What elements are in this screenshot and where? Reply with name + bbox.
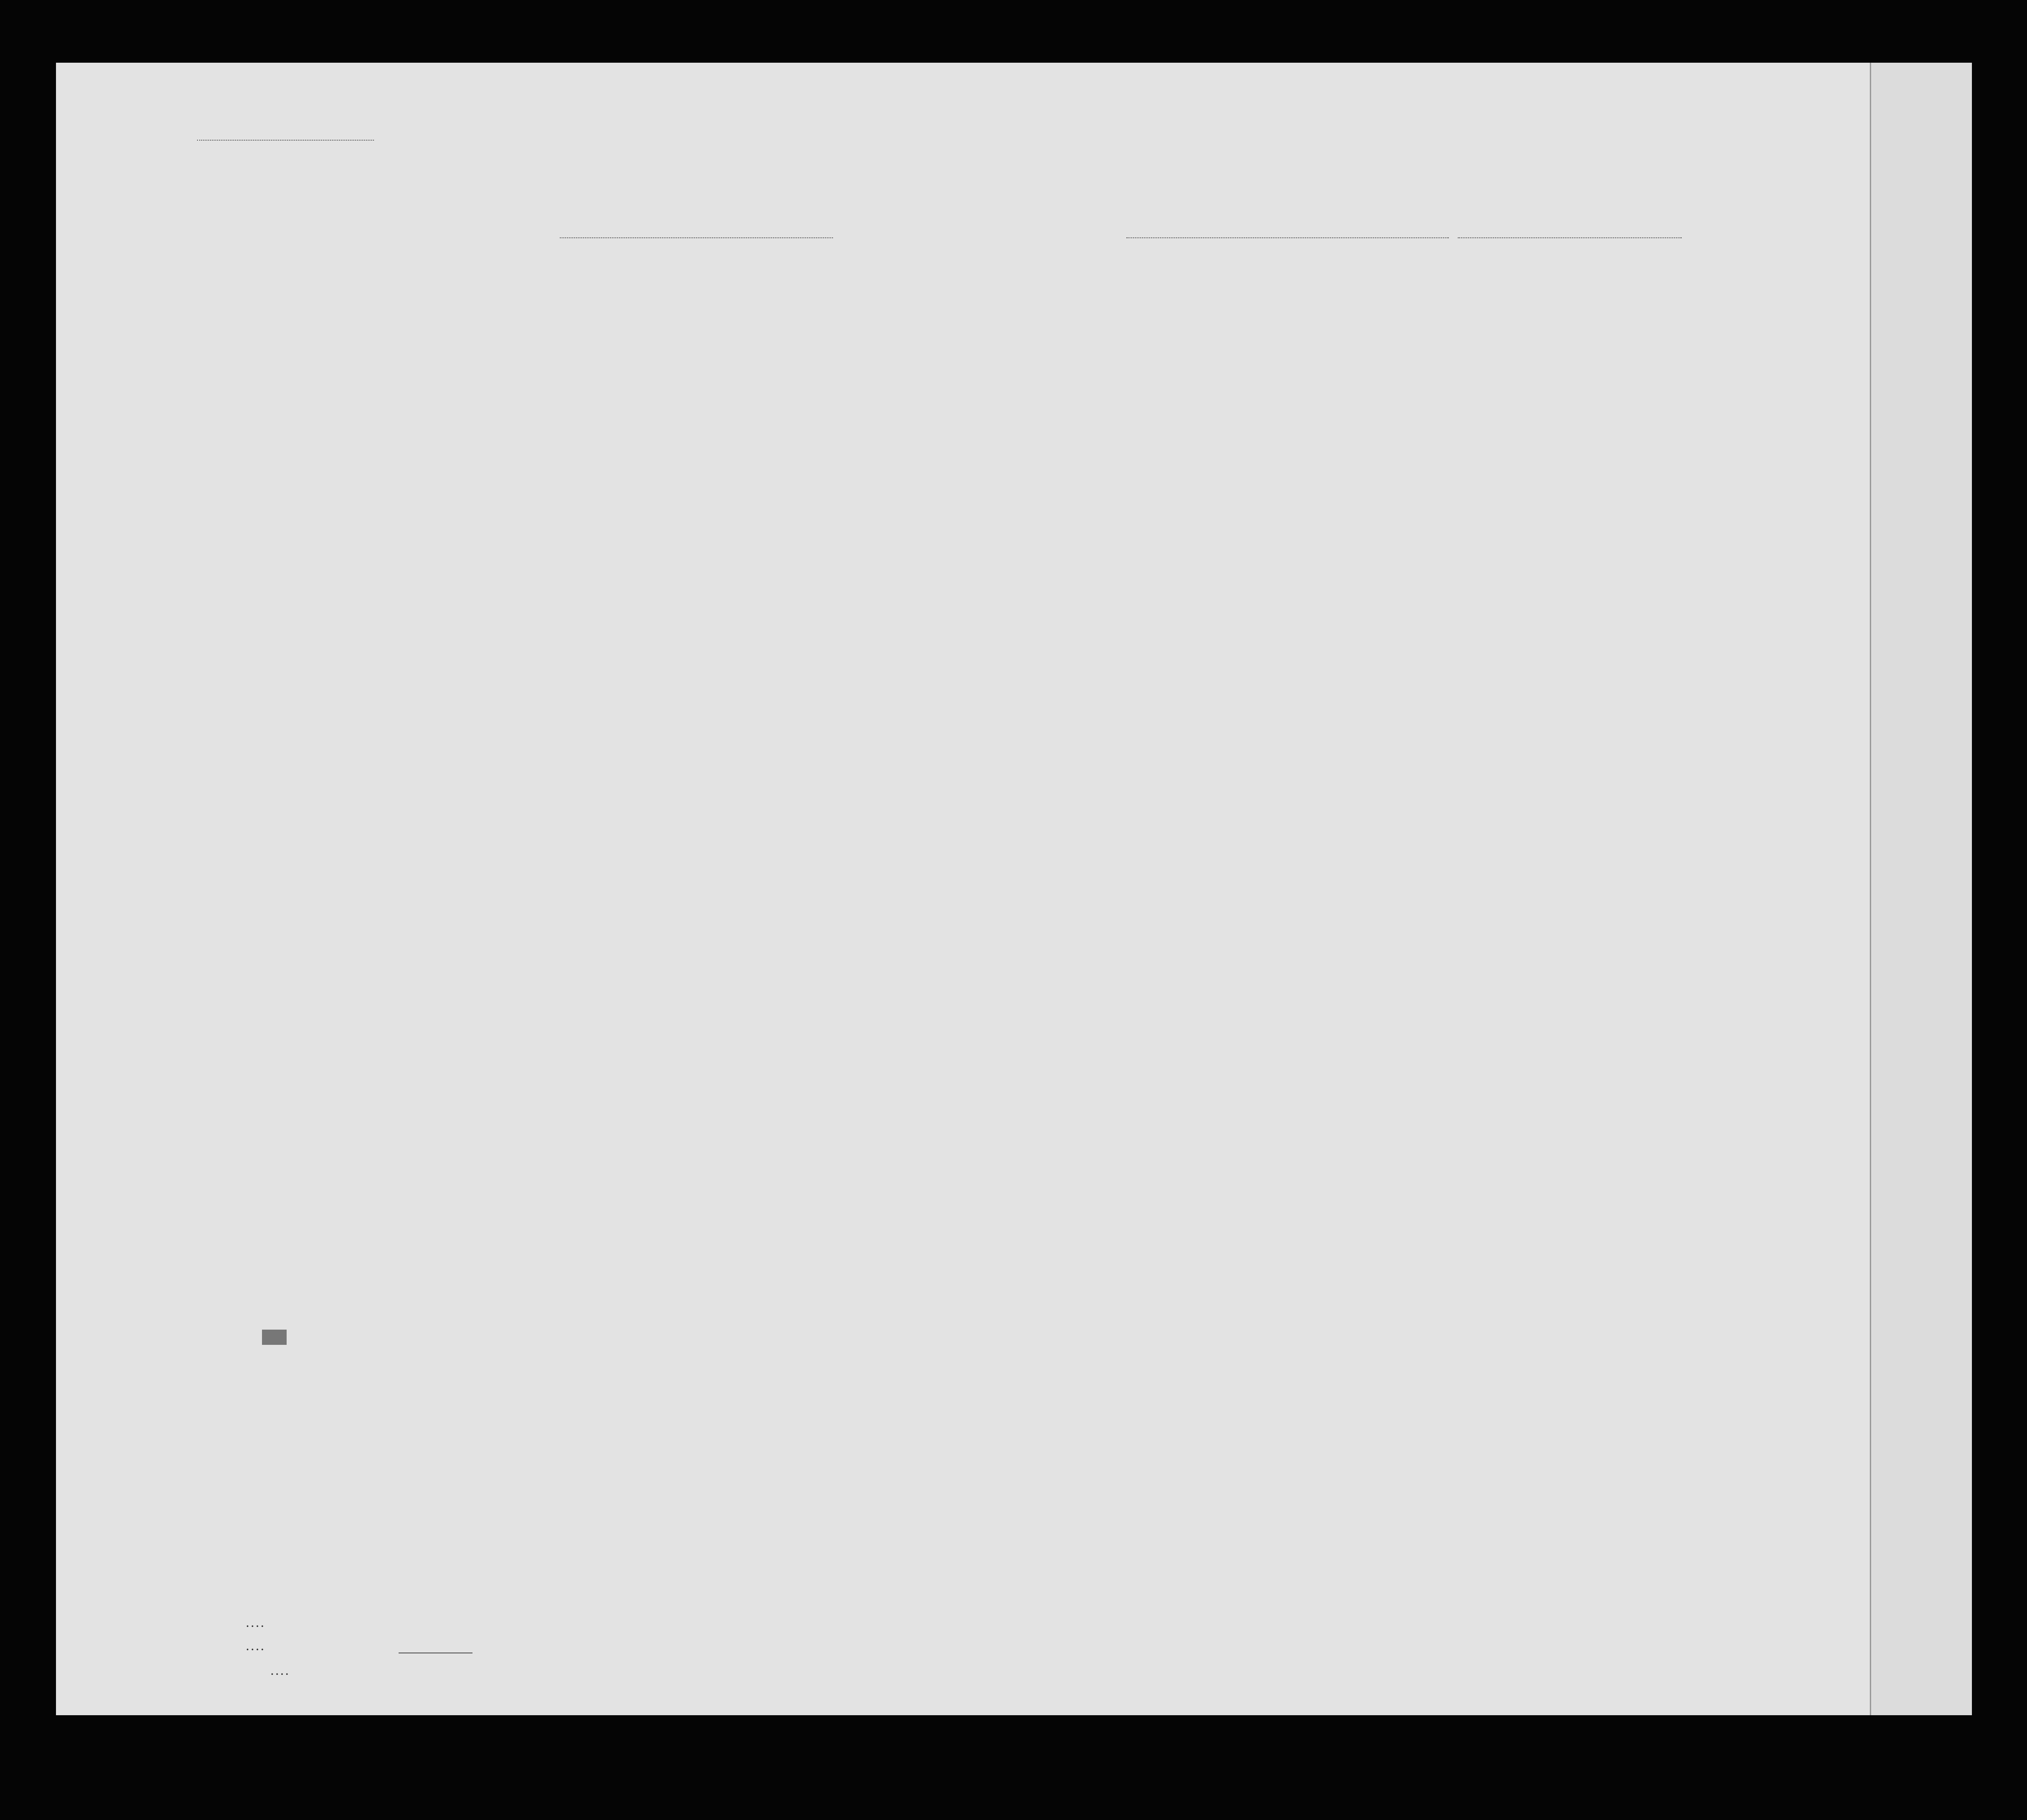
port-underline xyxy=(1126,237,1449,238)
footer-total-passengers: . . . . xyxy=(246,1618,264,1629)
list-underline xyxy=(197,140,374,141)
footer-aliens: . . . . xyxy=(271,1666,288,1677)
date-underline xyxy=(1458,237,1682,238)
footer-us-citizens: . . . . xyxy=(246,1641,264,1653)
ship-underline xyxy=(560,237,833,238)
manifest-sheet xyxy=(56,63,1870,1715)
stamp-number xyxy=(262,1326,293,1347)
adjacent-sheet xyxy=(1870,63,1972,1715)
stamp-mark xyxy=(262,1330,287,1345)
